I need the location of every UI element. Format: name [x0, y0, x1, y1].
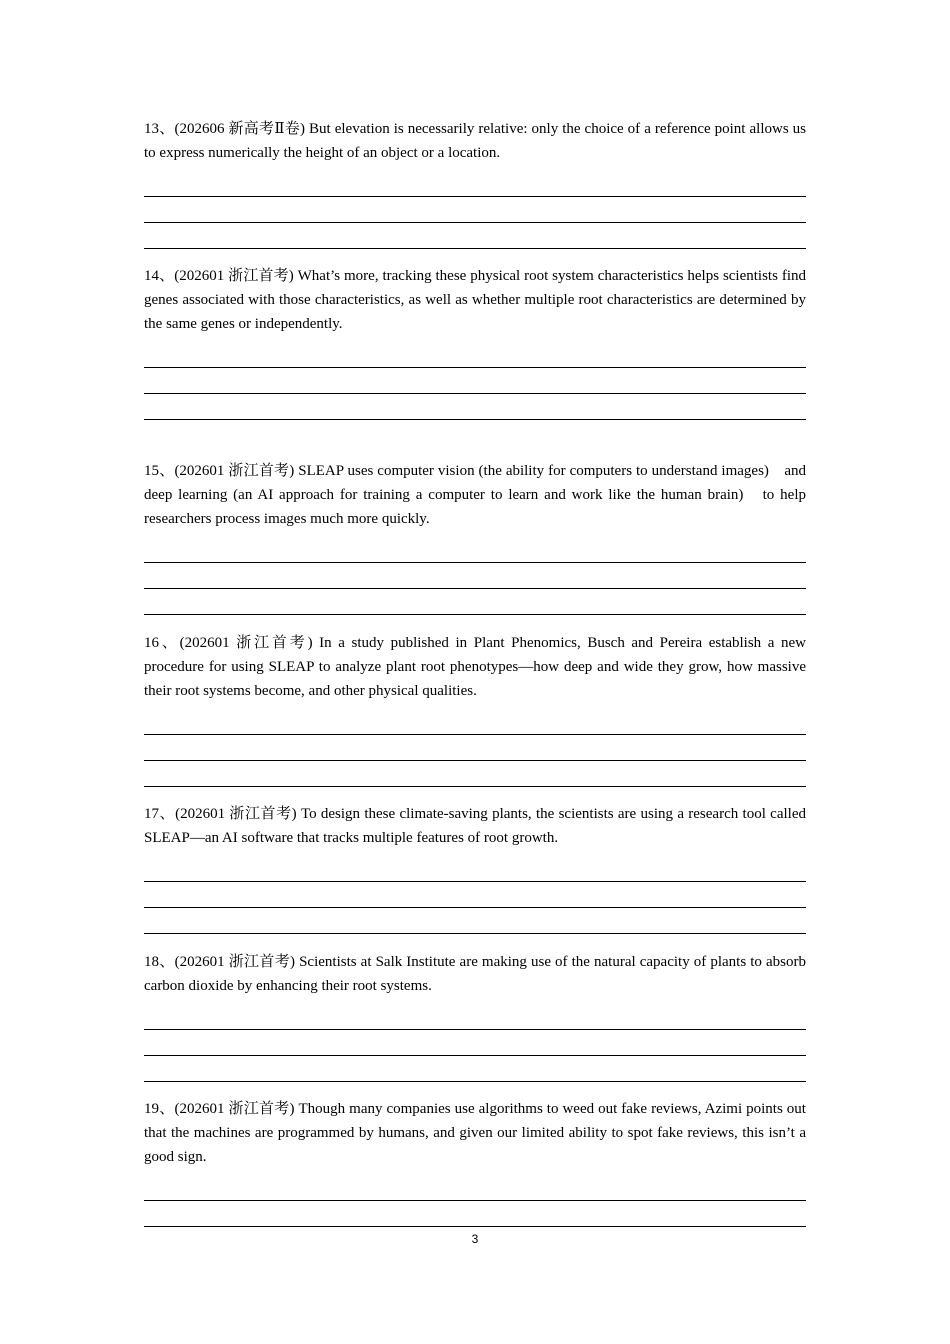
answer-line[interactable]: [144, 1030, 806, 1056]
question-number: 16: [144, 635, 159, 651]
question-number: 13: [144, 121, 159, 137]
answer-line[interactable]: [144, 908, 806, 934]
question-source: (202601 浙江首考): [179, 635, 313, 651]
answer-line[interactable]: [144, 882, 806, 908]
answer-line[interactable]: [144, 589, 806, 615]
answer-lines: [144, 709, 806, 787]
question-separator: 、: [159, 463, 175, 479]
question-source: (202601 浙江首考): [174, 1101, 295, 1117]
answer-line[interactable]: [144, 1201, 806, 1227]
answer-line[interactable]: [144, 171, 806, 197]
question-separator: 、: [159, 1101, 175, 1117]
question-source: (202606 新高考Ⅱ卷): [174, 121, 306, 137]
answer-line[interactable]: [144, 368, 806, 394]
question-16: [144, 631, 806, 787]
answer-line[interactable]: [144, 1004, 806, 1030]
answer-line[interactable]: [144, 735, 806, 761]
question-text: [144, 264, 806, 336]
question-number: 18: [144, 954, 159, 970]
question-text: [144, 802, 806, 850]
question-separator: 、: [159, 121, 175, 137]
answer-line[interactable]: [144, 856, 806, 882]
answer-line[interactable]: [144, 342, 806, 368]
question-body: What’s more, tracking these physical root system characteristics helps scientists find genes associated with those characteristics, as well as whether multiple root characteristics are determined by the same genes or independently.: [144, 268, 806, 332]
question-15: [144, 459, 806, 615]
question-body: But elevation is necessarily relative: only the choice of a reference point allows us to express numerically the height of an object or a location.: [144, 121, 806, 161]
question-14: [144, 264, 806, 420]
question-text: [144, 459, 806, 531]
answer-line[interactable]: [144, 394, 806, 420]
answer-lines: [144, 856, 806, 934]
question-body: Scientists at Salk Institute are making use of the natural capacity of plants to absorb carbon dioxide by enhancing their root systems.: [144, 954, 806, 994]
question-separator: 、: [159, 806, 176, 822]
answer-line[interactable]: [144, 709, 806, 735]
answer-lines: [144, 1004, 806, 1082]
answer-lines: [144, 342, 806, 420]
question-source: (202601 浙江首考): [174, 463, 295, 479]
question-source: (202601 浙江首考): [174, 268, 294, 284]
question-19: [144, 1097, 806, 1227]
answer-line[interactable]: [144, 1175, 806, 1201]
question-number: 19: [144, 1101, 159, 1117]
question-source: (202601 浙江首考): [175, 806, 297, 822]
question-18: [144, 950, 806, 1082]
question-text: [144, 1097, 806, 1169]
question-text: [144, 950, 806, 998]
question-source: (202601 浙江首考): [174, 954, 296, 970]
question-body: In a study published in Plant Phenomics, Busch and Pereira establish a new procedure for using SLEAP to analyze plant root phenotypes—how deep and wide they grow, how massive their root systems become, and other physical qualities.: [144, 635, 806, 699]
answer-line[interactable]: [144, 563, 806, 589]
answer-lines: [144, 1175, 806, 1227]
question-text: [144, 631, 806, 703]
question-body: SLEAP uses computer vision (the ability for computers to understand images) and deep learning (an AI approach for training a computer to learn and work like the human brain) to help researchers process images much more quickly.: [144, 463, 806, 527]
question-separator: 、: [159, 268, 175, 284]
question-17: [144, 802, 806, 934]
answer-lines: [144, 537, 806, 615]
question-separator: 、: [159, 635, 180, 651]
answer-line[interactable]: [144, 1056, 806, 1082]
question-separator: 、: [159, 954, 175, 970]
answer-line[interactable]: [144, 537, 806, 563]
question-13: [144, 117, 806, 249]
answer-line[interactable]: [144, 197, 806, 223]
page-number: 3: [471, 1232, 479, 1246]
question-number: 17: [144, 806, 159, 822]
question-text: [144, 117, 806, 165]
answer-line[interactable]: [144, 223, 806, 249]
answer-lines: [144, 171, 806, 249]
question-body: To design these climate-saving plants, the scientists are using a research tool called SLEAP—an AI software that tracks multiple features of root growth.: [144, 806, 806, 846]
question-body: Though many companies use algorithms to weed out fake reviews, Azimi points out that the machines are programmed by humans, and given our limited ability to spot fake reviews, this isn’t a good sign.: [144, 1101, 806, 1165]
answer-line[interactable]: [144, 761, 806, 787]
question-number: 14: [144, 268, 159, 284]
question-number: 15: [144, 463, 159, 479]
